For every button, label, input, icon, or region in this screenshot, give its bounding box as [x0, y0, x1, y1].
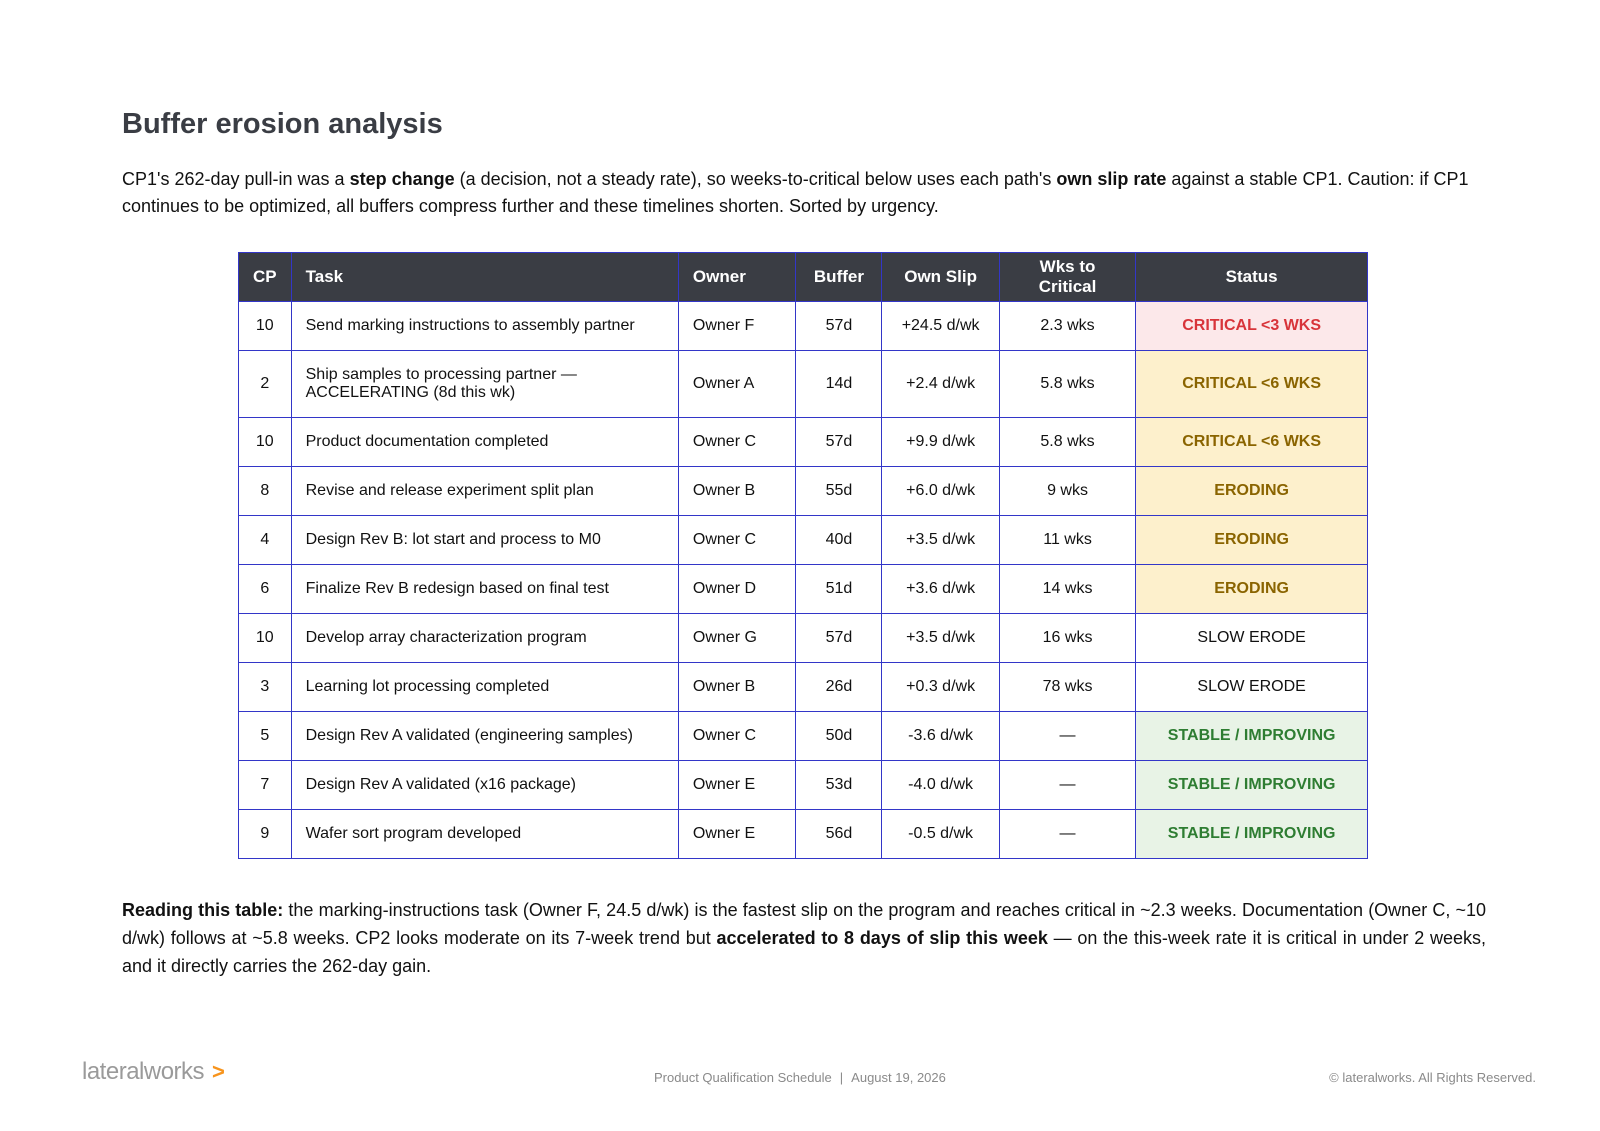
intro-bold-2: own slip rate	[1056, 169, 1167, 189]
cell-wks-to-critical: 2.3 wks	[999, 302, 1135, 351]
status-badge: STABLE / IMPROVING	[1136, 761, 1368, 810]
cell-task: Send marking instructions to assembly partner	[291, 302, 678, 351]
intro-text-1: CP1's 262-day pull-in was a	[122, 169, 350, 189]
table-row	[239, 516, 1368, 565]
cell-task: Design Rev B: lot start and process to M0	[291, 516, 678, 565]
status-badge: ERODING	[1136, 516, 1368, 565]
table-row	[239, 810, 1368, 859]
cell-own-slip: +0.3 d/wk	[882, 663, 999, 712]
table-row	[239, 302, 1368, 351]
cell-buffer: 57d	[796, 418, 882, 467]
cell-cp: 8	[239, 467, 292, 516]
cell-owner: Owner E	[678, 810, 796, 859]
footer-doc-info	[654, 1070, 946, 1085]
table-row	[239, 663, 1368, 712]
cell-wks-to-critical: 16 wks	[999, 614, 1135, 663]
cell-wks-to-critical: 5.8 wks	[999, 351, 1135, 418]
cell-wks-to-critical: 5.8 wks	[999, 418, 1135, 467]
cell-own-slip: +2.4 d/wk	[882, 351, 999, 418]
logo-text: lateralworks	[82, 1058, 205, 1085]
cell-cp: 6	[239, 565, 292, 614]
cell-task: Develop array characterization program	[291, 614, 678, 663]
cell-buffer: 56d	[796, 810, 882, 859]
cell-owner: Owner B	[678, 663, 796, 712]
status-badge: CRITICAL <6 WKS	[1136, 418, 1368, 467]
cell-cp: 3	[239, 663, 292, 712]
cell-task: Finalize Rev B redesign based on final test	[291, 565, 678, 614]
cell-own-slip: +24.5 d/wk	[882, 302, 999, 351]
cell-task: Wafer sort program developed	[291, 810, 678, 859]
status-badge: SLOW ERODE	[1136, 663, 1368, 712]
cell-buffer: 57d	[796, 614, 882, 663]
reading-text-2: — on the this-week rate it is critical in under 2 weeks, and it directly carries the 262-day gain.	[122, 928, 1487, 976]
cell-buffer: 40d	[796, 516, 882, 565]
table-row	[239, 467, 1368, 516]
table-row	[239, 565, 1368, 614]
cell-wks-to-critical: —	[999, 761, 1135, 810]
cell-cp: 5	[239, 712, 292, 761]
cell-task: Learning lot processing completed	[291, 663, 678, 712]
cell-own-slip: -0.5 d/wk	[882, 810, 999, 859]
cell-owner: Owner D	[678, 565, 796, 614]
footer-doc-title: Product Qualification Schedule	[654, 1070, 832, 1085]
intro-text-3: against a stable CP1. Caution: if CP1 continues to be optimized, all buffers compress further and these timelines shorten. Sorted by urgency.	[122, 169, 1469, 216]
cell-cp: 7	[239, 761, 292, 810]
cell-task: Ship samples to processing partner — ACCELERATING (8d this wk)	[291, 351, 678, 418]
status-badge: CRITICAL <6 WKS	[1136, 351, 1368, 418]
table-row	[239, 614, 1368, 663]
cell-wks-to-critical: 9 wks	[999, 467, 1135, 516]
cell-cp: 10	[239, 614, 292, 663]
cell-wks-to-critical: 14 wks	[999, 565, 1135, 614]
intro-text-2: (a decision, not a steady rate), so weeks-to-critical below uses each path's	[454, 169, 1057, 189]
cell-buffer: 50d	[796, 712, 882, 761]
cell-owner: Owner G	[678, 614, 796, 663]
cell-owner: Owner C	[678, 516, 796, 565]
table-row	[239, 761, 1368, 810]
footer-separator: |	[839, 1070, 844, 1085]
cell-owner: Owner E	[678, 761, 796, 810]
cell-wks-to-critical: 11 wks	[999, 516, 1135, 565]
cell-own-slip: -4.0 d/wk	[882, 761, 999, 810]
cell-owner: Owner A	[678, 351, 796, 418]
reading-text-1: the marking-instructions task (Owner F, 24.5 d/wk) is the fastest slip on the program and reaches critical in ~2.3 weeks. Documentation (Owner C, ~10 d/wk) follows at ~5.8 weeks. CP2 looks moderate on its 7-week trend but	[122, 900, 1486, 948]
cell-buffer: 26d	[796, 663, 882, 712]
cell-cp: 10	[239, 418, 292, 467]
footer-copyright: © lateralworks. All Rights Reserved.	[1329, 1070, 1536, 1085]
intro-bold-1: step change	[349, 169, 455, 189]
status-badge: ERODING	[1136, 565, 1368, 614]
cell-wks-to-critical: —	[999, 712, 1135, 761]
reading-bold-1: Reading this table:	[122, 900, 284, 920]
table-row	[239, 418, 1368, 467]
footer-date: August 19, 2026	[851, 1070, 946, 1085]
status-badge: SLOW ERODE	[1136, 614, 1368, 663]
header-wks-to-critical: Wks to Critical	[999, 253, 1135, 302]
cell-buffer: 14d	[796, 351, 882, 418]
cell-wks-to-critical: —	[999, 810, 1135, 859]
chevron-right-icon: >	[212, 1059, 225, 1084]
cell-own-slip: +3.5 d/wk	[882, 614, 999, 663]
table-row	[239, 351, 1368, 418]
cell-own-slip: +9.9 d/wk	[882, 418, 999, 467]
cell-buffer: 55d	[796, 467, 882, 516]
cell-task: Design Rev A validated (engineering samples)	[291, 712, 678, 761]
header-own-slip: Own Slip	[882, 253, 999, 302]
header-owner: Owner	[678, 253, 796, 302]
cell-owner: Owner C	[678, 712, 796, 761]
cell-wks-to-critical: 78 wks	[999, 663, 1135, 712]
cell-owner: Owner B	[678, 467, 796, 516]
cell-own-slip: +6.0 d/wk	[882, 467, 999, 516]
status-badge: STABLE / IMPROVING	[1136, 712, 1368, 761]
cell-owner: Owner F	[678, 302, 796, 351]
cell-task: Design Rev A validated (x16 package)	[291, 761, 678, 810]
cell-cp: 4	[239, 516, 292, 565]
lateralworks-logo	[82, 1058, 224, 1086]
reading-bold-2: accelerated to 8 days of slip this week	[716, 928, 1048, 948]
cell-own-slip: -3.6 d/wk	[882, 712, 999, 761]
cell-cp: 10	[239, 302, 292, 351]
header-task: Task	[291, 253, 678, 302]
header-cp: CP	[239, 253, 292, 302]
cell-cp: 2	[239, 351, 292, 418]
status-badge: CRITICAL <3 WKS	[1136, 302, 1368, 351]
status-badge: STABLE / IMPROVING	[1136, 810, 1368, 859]
cell-task: Product documentation completed	[291, 418, 678, 467]
status-badge: ERODING	[1136, 467, 1368, 516]
cell-buffer: 51d	[796, 565, 882, 614]
cell-buffer: 57d	[796, 302, 882, 351]
reading-paragraph	[122, 896, 1486, 980]
intro-paragraph	[122, 166, 1486, 220]
page-title: Buffer erosion analysis	[122, 108, 443, 140]
cell-own-slip: +3.5 d/wk	[882, 516, 999, 565]
table-row	[239, 712, 1368, 761]
cell-cp: 9	[239, 810, 292, 859]
header-status: Status	[1136, 253, 1368, 302]
table-header-row	[239, 253, 1368, 302]
header-buffer: Buffer	[796, 253, 882, 302]
cell-own-slip: +3.6 d/wk	[882, 565, 999, 614]
cell-task: Revise and release experiment split plan	[291, 467, 678, 516]
cell-buffer: 53d	[796, 761, 882, 810]
buffer-erosion-table	[238, 252, 1368, 859]
cell-owner: Owner C	[678, 418, 796, 467]
